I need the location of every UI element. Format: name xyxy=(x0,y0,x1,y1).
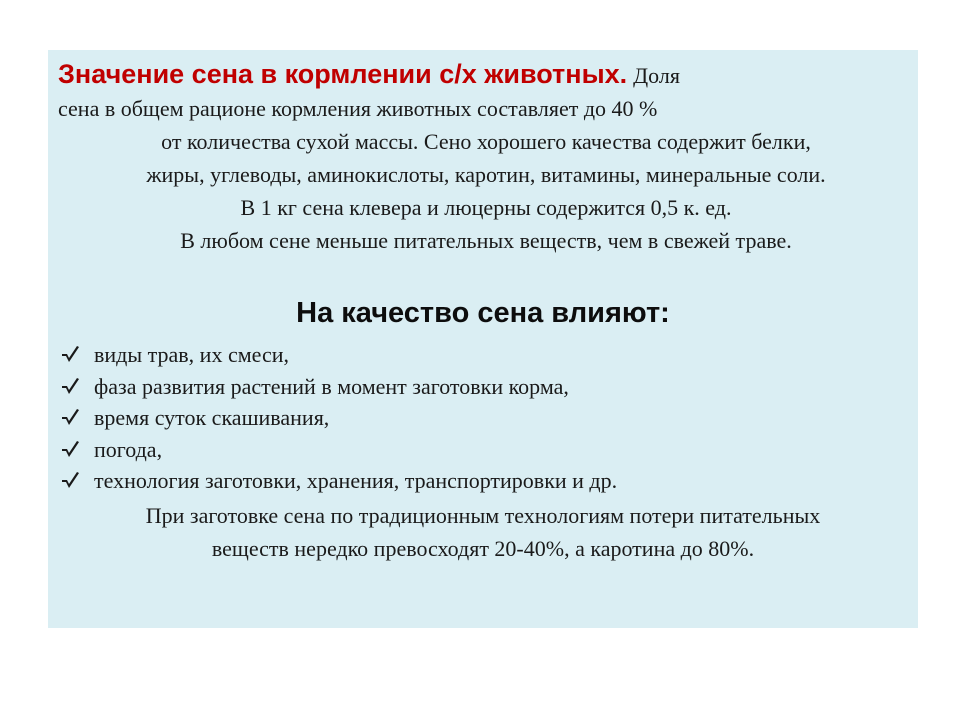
intro-first-line xyxy=(58,58,914,92)
list-item xyxy=(60,465,910,497)
intro-line-2: от количества сухой массы. Сено хорошего качества содержит белки, xyxy=(161,129,811,154)
factor-text: технология заготовки, хранения, транспортировки и др. xyxy=(94,468,618,493)
slide-title: Значение сена в кормлении с/х животных. xyxy=(58,59,628,89)
factor-text: виды трав, их смеси, xyxy=(94,342,289,367)
list-item xyxy=(60,434,910,466)
checkmark-arrow-icon xyxy=(60,371,84,403)
factor-text: погода, xyxy=(94,436,163,462)
factors-heading: На качество сена влияют: xyxy=(296,297,670,329)
closing-line-0: При заготовке сена по традиционным технологиям потери питательных xyxy=(145,503,821,528)
checkmark-arrow-icon xyxy=(60,465,84,497)
list-item xyxy=(60,339,910,371)
intro-line-3: жиры, углеводы, аминокислоты, каротин, витамины, минеральные соли. xyxy=(146,162,826,187)
factor-text: фаза развития растений в момент заготовки корма, xyxy=(94,373,569,399)
checkmark-arrow-icon xyxy=(60,434,84,466)
checkmark-arrow-icon xyxy=(60,402,84,434)
intro-line-0: Доля xyxy=(633,63,680,88)
list-item xyxy=(60,402,910,434)
list-item xyxy=(60,371,910,403)
factor-text: время суток скашивания, xyxy=(94,405,330,430)
intro-line-4: В 1 кг сена клевера и люцерны содержится 0,5 к. ед. xyxy=(240,195,732,220)
factors-list xyxy=(60,339,910,497)
checkmark-arrow-icon xyxy=(60,339,84,371)
intro-paragraph xyxy=(58,58,914,257)
intro-line-5: В любом сене меньше питательных веществ, чем в свежей траве. xyxy=(180,228,792,253)
closing-line-1: веществ нередко превосходят 20-40%, а каротина до 80%. xyxy=(211,536,755,561)
intro-line-1: сена в общем рационе кормления животных составляет до 40 % xyxy=(58,96,658,121)
closing-paragraph xyxy=(48,499,918,565)
